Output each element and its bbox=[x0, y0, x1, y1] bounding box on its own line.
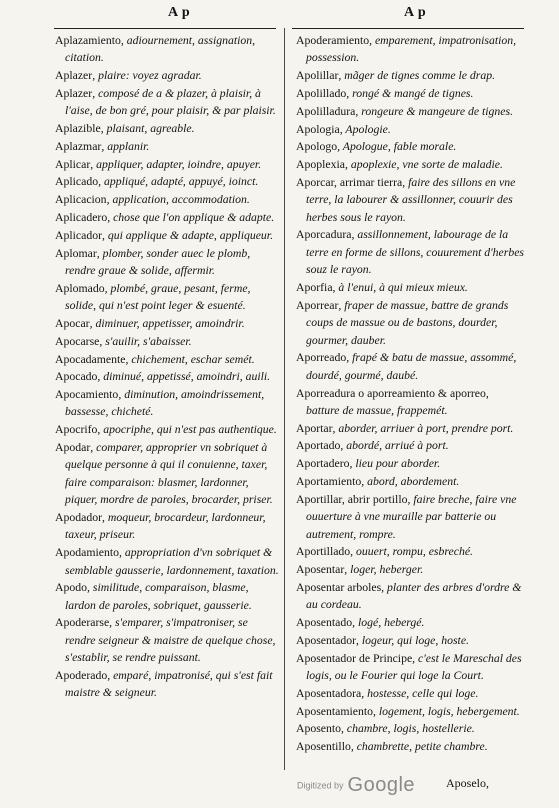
dictionary-entry bbox=[296, 579, 524, 614]
entry-headword: Aplicado bbox=[55, 175, 99, 189]
dictionary-entry bbox=[296, 685, 524, 702]
dictionary-entry bbox=[296, 437, 524, 454]
entry-headword: Aposentador bbox=[296, 633, 357, 647]
entry-headword: Apodador bbox=[55, 510, 102, 524]
entry-headword: Apocadamente bbox=[55, 352, 126, 366]
dictionary-entry bbox=[296, 491, 524, 543]
entry-definition: , plaisant, agreable. bbox=[100, 122, 195, 136]
entry-headword: Aposentillo bbox=[296, 740, 351, 754]
entry-definition: , applanir. bbox=[101, 139, 150, 153]
dictionary-entry bbox=[296, 614, 524, 631]
entry-headword: Aplomar bbox=[55, 246, 97, 260]
entry-headword: Aporreadura o aporreamiento & aporreo bbox=[296, 386, 486, 400]
entry-headword: Aportadero bbox=[296, 457, 350, 471]
dictionary-entry bbox=[55, 315, 279, 332]
dictionary-entry bbox=[55, 227, 279, 244]
catchword: Aposelo, bbox=[446, 776, 489, 790]
entry-headword: Aplicacion bbox=[55, 193, 107, 207]
entry-definition: , Apologue, fable morale. bbox=[337, 140, 457, 154]
dictionary-entry bbox=[55, 667, 279, 702]
entry-definition: , plomber, sonder auec le plomb, rendre graue & solide, affermir. bbox=[65, 246, 251, 277]
entry-definition: , apoplexie, vne sorte de maladie. bbox=[344, 158, 503, 172]
dictionary-entry bbox=[296, 121, 524, 138]
entry-headword: Aplicadero bbox=[55, 211, 108, 225]
entry-definition: , emparé, impatronisé, qui s'est fait maistre & seigneur. bbox=[65, 669, 273, 700]
entry-definition: , diminuer, appetisser, amoindrir. bbox=[89, 316, 245, 330]
dictionary-entry bbox=[55, 351, 279, 368]
entry-definition: , Apologie. bbox=[339, 122, 391, 136]
dictionary-entry bbox=[55, 579, 279, 614]
entry-definition: , aborder, arriuer à port, prendre port. bbox=[332, 421, 514, 435]
entry-definition: , s'auilir, s'abaisser. bbox=[99, 334, 192, 348]
entry-headword: Apoplexia bbox=[296, 158, 345, 172]
dictionary-entry bbox=[296, 473, 524, 490]
dictionary-entry bbox=[55, 509, 279, 544]
entry-headword: Aposento bbox=[296, 722, 342, 736]
dictionary-entry bbox=[296, 85, 524, 102]
entry-definition: , appropriation d'vn sobriquet & semblable gausserie, lardonnement, taxation. bbox=[65, 546, 279, 577]
entry-headword: Aplazer bbox=[55, 69, 93, 83]
entry-headword: Aplazamiento bbox=[55, 34, 121, 47]
entry-definition: , chichement, eschar semét. bbox=[125, 352, 255, 366]
entry-headword: Aposentador de Principe bbox=[296, 651, 413, 665]
entry-definition: , application, accommodation. bbox=[106, 193, 250, 207]
entry-definition: , diminution, amoindrissement, bassesse, chicheté. bbox=[65, 388, 265, 419]
entry-definition: , moqueur, brocardeur, lardonneur, taxeur, priseur. bbox=[65, 510, 266, 542]
header-right: A p bbox=[404, 5, 427, 20]
dictionary-entry bbox=[296, 455, 524, 472]
entry-headword: Apolilladura bbox=[296, 104, 356, 118]
entry-headword: Aplazmar bbox=[55, 139, 102, 153]
entry-headword: Aposentadora bbox=[296, 686, 362, 700]
right-column bbox=[296, 32, 524, 756]
entry-headword: Apoderarse bbox=[55, 616, 110, 630]
dictionary-entry bbox=[55, 156, 279, 173]
entry-headword: Aposentado bbox=[296, 616, 353, 630]
entry-headword: Aportar bbox=[296, 421, 333, 435]
dictionary-entry bbox=[296, 561, 524, 578]
google-watermark bbox=[297, 774, 415, 797]
dictionary-entry bbox=[55, 421, 279, 438]
dictionary-entry bbox=[55, 67, 279, 84]
entry-definition: , batture de massue, frappemét. bbox=[306, 386, 489, 417]
dictionary-entry bbox=[55, 280, 279, 315]
header-left: A p bbox=[168, 5, 191, 20]
entry-headword: Apologo bbox=[296, 140, 338, 154]
entry-headword: Apocarse bbox=[55, 334, 100, 348]
entry-definition: , à l'enui, à qui mieux mieux. bbox=[332, 280, 468, 294]
entry-definition: , hostesse, celle qui loge. bbox=[361, 686, 479, 700]
entry-definition: , comparer, approprier vn sobriquet à quelque personne à qui il conuienne, taxer, faire comparaison: blasmer, lardonner, piquer, mordre de paroles, brocarder, priser. bbox=[65, 441, 273, 507]
dictionary-entry bbox=[55, 138, 279, 155]
dictionary-entry bbox=[296, 297, 524, 349]
entry-headword: Apodamiento bbox=[55, 546, 119, 560]
dictionary-entry bbox=[55, 173, 279, 190]
entry-headword: Aposentamiento bbox=[296, 704, 374, 718]
entry-headword: Aportamiento bbox=[296, 475, 362, 489]
dictionary-entry bbox=[296, 720, 524, 737]
dictionary-entry bbox=[55, 32, 279, 67]
entry-definition: , frapé & batu de massue, assommé, dourdé, gourmé, daubé. bbox=[306, 351, 517, 382]
dictionary-entry bbox=[296, 226, 524, 278]
header-rule-right bbox=[292, 28, 524, 29]
entry-headword: Aportillar, abrir portillo bbox=[296, 492, 408, 506]
header-rule-left bbox=[54, 28, 276, 29]
watermark-brand: Google bbox=[347, 774, 416, 796]
entry-definition: , appliqué, adapté, appuyé, ioinct. bbox=[98, 175, 259, 189]
entry-definition: , fraper de massue, battre de grands coups de massue ou de bastons, dourder, gourmer, dauber. bbox=[306, 298, 509, 347]
dictionary-entry bbox=[296, 543, 524, 560]
entry-headword: Apodar bbox=[55, 441, 91, 455]
entry-headword: Apocamiento bbox=[55, 388, 119, 402]
column-divider bbox=[284, 28, 285, 770]
entry-definition: , lieu pour aborder. bbox=[349, 457, 441, 471]
dictionary-entry bbox=[296, 67, 524, 84]
entry-headword: Aporcar, arrimar tierra bbox=[296, 175, 403, 189]
entry-headword: Aporrear bbox=[296, 298, 339, 312]
entry-headword: Apolillado bbox=[296, 86, 347, 100]
dictionary-entry bbox=[55, 439, 279, 509]
entry-definition: , emparement, impatronisation, possession. bbox=[306, 34, 517, 65]
entry-definition: , qui applique & adapte, appliqueur. bbox=[101, 228, 274, 242]
entry-definition: , s'emparer, s'impatroniser, se rendre seigneur & maistre de quelque chose, s'establir, se rendre puissant. bbox=[65, 616, 276, 665]
entry-definition: , diminué, appetissé, amoindri, auili. bbox=[97, 370, 271, 384]
entry-definition: , composé de a & plazer, à plaisir, à l'aise, de bon gré, pour plaisir, & par plaisir. bbox=[65, 86, 276, 118]
dictionary-entry bbox=[55, 386, 279, 421]
entry-headword: Apodo bbox=[55, 581, 87, 595]
entry-definition: , appliquer, adapter, ioindre, apuyer. bbox=[90, 157, 262, 171]
entry-definition: , similitude, comparaison, blasme, lardon de paroles, sobriquet, gausserie. bbox=[65, 581, 252, 612]
entry-definition: , logé, hebergé. bbox=[352, 616, 425, 630]
entry-definition: , c'est le Mareschal des logis, ou le Fourier qui loge la Court. bbox=[306, 651, 522, 683]
dictionary-entry bbox=[296, 103, 524, 120]
entry-headword: Apocar bbox=[55, 316, 90, 330]
watermark-prefix: Digitized by bbox=[297, 780, 344, 791]
dictionary-entry bbox=[296, 420, 524, 437]
entry-definition: , abordé, arriué à port. bbox=[340, 439, 449, 453]
dictionary-entry bbox=[296, 703, 524, 720]
entry-headword: Apologia bbox=[296, 122, 340, 136]
dictionary-entry bbox=[296, 174, 524, 226]
running-header bbox=[0, 2, 559, 26]
entry-definition: , assillonnement, labourage de la terre en forme de sillons, couurement d'herbes souz le rayon. bbox=[306, 228, 524, 277]
entry-definition: , loger, heberger. bbox=[344, 563, 424, 577]
entry-headword: Apolillar bbox=[296, 69, 339, 83]
entry-definition: , mãger de tignes comme le drap. bbox=[338, 69, 496, 83]
entry-definition: , faire des sillons en vne terre, la labourer & assillonner, couurir des herbes sous le rayon. bbox=[306, 175, 516, 224]
entry-definition: , chambrette, petite chambre. bbox=[350, 740, 488, 754]
dictionary-entry bbox=[296, 279, 524, 296]
dictionary-entry bbox=[296, 349, 524, 384]
dictionary-entry bbox=[55, 544, 279, 579]
dictionary-entry bbox=[296, 138, 524, 155]
entry-definition: , plombé, graue, pesant, ferme, solide, qui n'est point leger & esuenté. bbox=[65, 281, 251, 313]
entry-headword: Aplomado bbox=[55, 281, 105, 295]
dictionary-entry bbox=[55, 368, 279, 385]
entry-definition: , rongeure & mangeure de tignes. bbox=[355, 104, 514, 118]
entry-headword: Apocado bbox=[55, 370, 98, 384]
entry-headword: Aplicador bbox=[55, 228, 102, 242]
dictionary-entry bbox=[55, 614, 279, 666]
entry-definition: , plaire: voyez agradar. bbox=[92, 69, 202, 83]
entry-definition: , faire breche, faire vne ouuerture à vne muraille par batterie ou autrement, rompre. bbox=[306, 492, 517, 541]
dictionary-entry bbox=[55, 245, 279, 280]
dictionary-entry bbox=[296, 156, 524, 173]
dictionary-entry bbox=[55, 191, 279, 208]
entry-definition: , chose que l'on applique & adapte. bbox=[107, 211, 275, 225]
dictionary-entry bbox=[296, 385, 524, 420]
dictionary-entry bbox=[55, 85, 279, 120]
entry-definition: , ouuert, rompu, esbreché. bbox=[350, 545, 473, 559]
entry-headword: Aportado bbox=[296, 439, 341, 453]
dictionary-entry bbox=[55, 120, 279, 137]
entry-definition: , rongé & mangé de tignes. bbox=[346, 86, 474, 100]
entry-headword: Aporcadura bbox=[296, 228, 352, 242]
entry-headword: Aposentar arboles bbox=[296, 580, 382, 594]
dictionary-entry bbox=[296, 650, 524, 685]
entry-headword: Aporreado bbox=[296, 351, 347, 365]
entry-definition: , planter des arbres d'ordre & au cordeau. bbox=[306, 580, 522, 612]
dictionary-entry bbox=[296, 738, 524, 755]
entry-headword: Aplazer bbox=[55, 86, 93, 100]
entry-headword: Aposentar bbox=[296, 563, 345, 577]
entry-definition: , chambre, logis, hostellerie. bbox=[341, 722, 475, 736]
entry-definition: , apocriphe, qui n'est pas authentique. bbox=[97, 423, 277, 437]
dictionary-entry bbox=[296, 632, 524, 649]
entry-headword: Aplicar bbox=[55, 157, 91, 171]
entry-headword: Apoderamiento bbox=[296, 34, 370, 47]
entry-headword: Aportillado bbox=[296, 545, 351, 559]
dictionary-entry bbox=[55, 333, 279, 350]
entry-definition: , logeur, qui loge, hoste. bbox=[356, 633, 469, 647]
entry-headword: Apocrifo bbox=[55, 423, 98, 437]
dictionary-entry bbox=[55, 209, 279, 226]
entry-definition: , logement, logis, hebergement. bbox=[373, 704, 520, 718]
entry-headword: Apoderado bbox=[55, 669, 108, 683]
entry-headword: Aporfia bbox=[296, 280, 333, 294]
dictionary-entry bbox=[296, 32, 524, 67]
entry-definition: , adiournement, assignation, citation. bbox=[65, 34, 256, 65]
entry-definition: , abord, abordement. bbox=[361, 475, 460, 489]
left-column bbox=[55, 32, 279, 702]
entry-headword: Aplazible bbox=[55, 122, 101, 136]
